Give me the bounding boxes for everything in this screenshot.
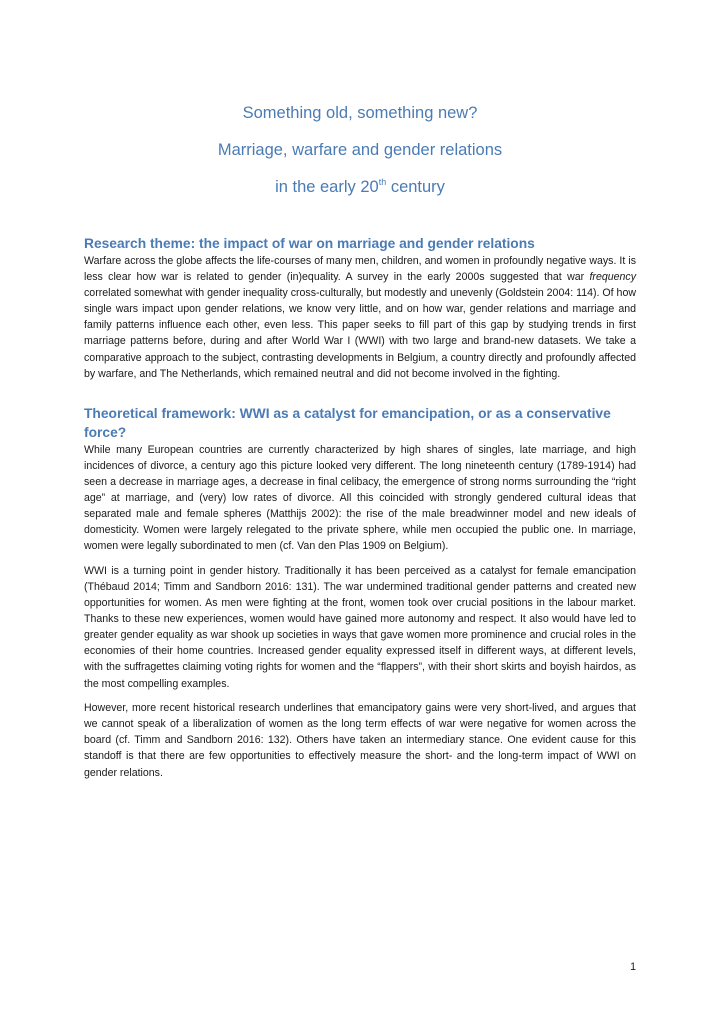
title-line-2: Marriage, warfare and gender relations (217, 141, 503, 159)
title-line-3 (0, 177, 720, 197)
section-heading: Theoretical framework: WWI as a catalyst for emancipation, or as a conservative force? (84, 405, 611, 440)
section-heading: Research theme: the impact of war on marriage and gender relations (84, 236, 535, 251)
page-number: 1 (630, 961, 636, 973)
body-paragraph: However, more recent historical research underlines that emancipatory gains were very short-lived, and argues that we cannot speak of a liberalization of women as the long term effects of war were negative for women across the board (cf. Timm and Sandborn 2016: 132). Others have taken an intermediary stance. One evident cause for this standoff is that there are few opportunities to effectively measure the short- and the long-term impact of WWI on gender relations. (84, 702, 636, 779)
emphasis-text: frequency (589, 271, 636, 284)
title-block (0, 103, 720, 197)
paragraph-text: correlated somewhat with gender inequality cross-culturally, but modestly and unevenly (Goldstein 2004: 114). Of how single wars impact upon gender relations, we know very little, and on how war, gender relations and marriage and family patterns influence each other, even less. This paper seeks to fill part of this gap by studying trends in first marriage patterns before, during and after World War I (WWI) with two large and brand-new datasets. We take a comparative approach to the subject, contrasting developments in Belgium, a country directly and profoundly affected by warfare, and The Netherlands, which remained neutral and did not become involved in the fighting. (84, 287, 636, 380)
section-research-theme (84, 234, 636, 382)
paragraph-text: Warfare across the globe affects the life-courses of many men, children, and women in profoundly negative ways. It is less clear how war is related to gender (in)equality. A survey in the early 2000s suggested that war (84, 255, 636, 284)
title-superscript: th (378, 177, 387, 187)
body-paragraph: While many European countries are currently characterized by high shares of singles, late marriage, and high incidences of divorce, a century ago this picture looked very different. The long nineteenth century (1789-1914) had seen a decrease in marriage ages, a decrease in final celibacy, the emergence of strong norms surrounding the “right age” at marriage, and (very) low rates of divorce. All this coincided with strongly gendered cultural ideas that separated male and female spheres (Matthijs 2002): the rise of the male breadwinner model and new ideals of domesticity. Women were largely relegated to the private sphere, while men occupied the public one. In marriage, women were legally subordinated to men (cf. Van den Plas 1909 on Belgium). (84, 443, 636, 553)
title-line-3-end: century (386, 178, 445, 196)
title-line-3-main: in the early 20 (275, 178, 379, 196)
section-theoretical-framework (84, 404, 636, 781)
body-content (84, 234, 636, 781)
title-line-1: Something old, something new? (242, 104, 478, 122)
body-paragraph: WWI is a turning point in gender history. Traditionally it has been perceived as a catalyst for female emancipation (Thébaud 2014; Timm and Sandborn 2016: 131). The war undermined traditional gender patterns and created new opportunities for women. As men were fighting at the front, women took over crucial positions in the labour market. Thanks to these new experiences, women would have gained more autonomy and respect. It also would have led to greater gender equality as war shook up societies in ways that gave women more prominence and crucial roles in the economies of their home countries. Increased gender equality expressed itself in different ways, at different levels, with the suffragettes claiming voting rights for women and the “flappers”, with their short skirts and boyish hairdos, as the most compelling examples. (84, 564, 636, 690)
body-paragraph (84, 253, 636, 382)
